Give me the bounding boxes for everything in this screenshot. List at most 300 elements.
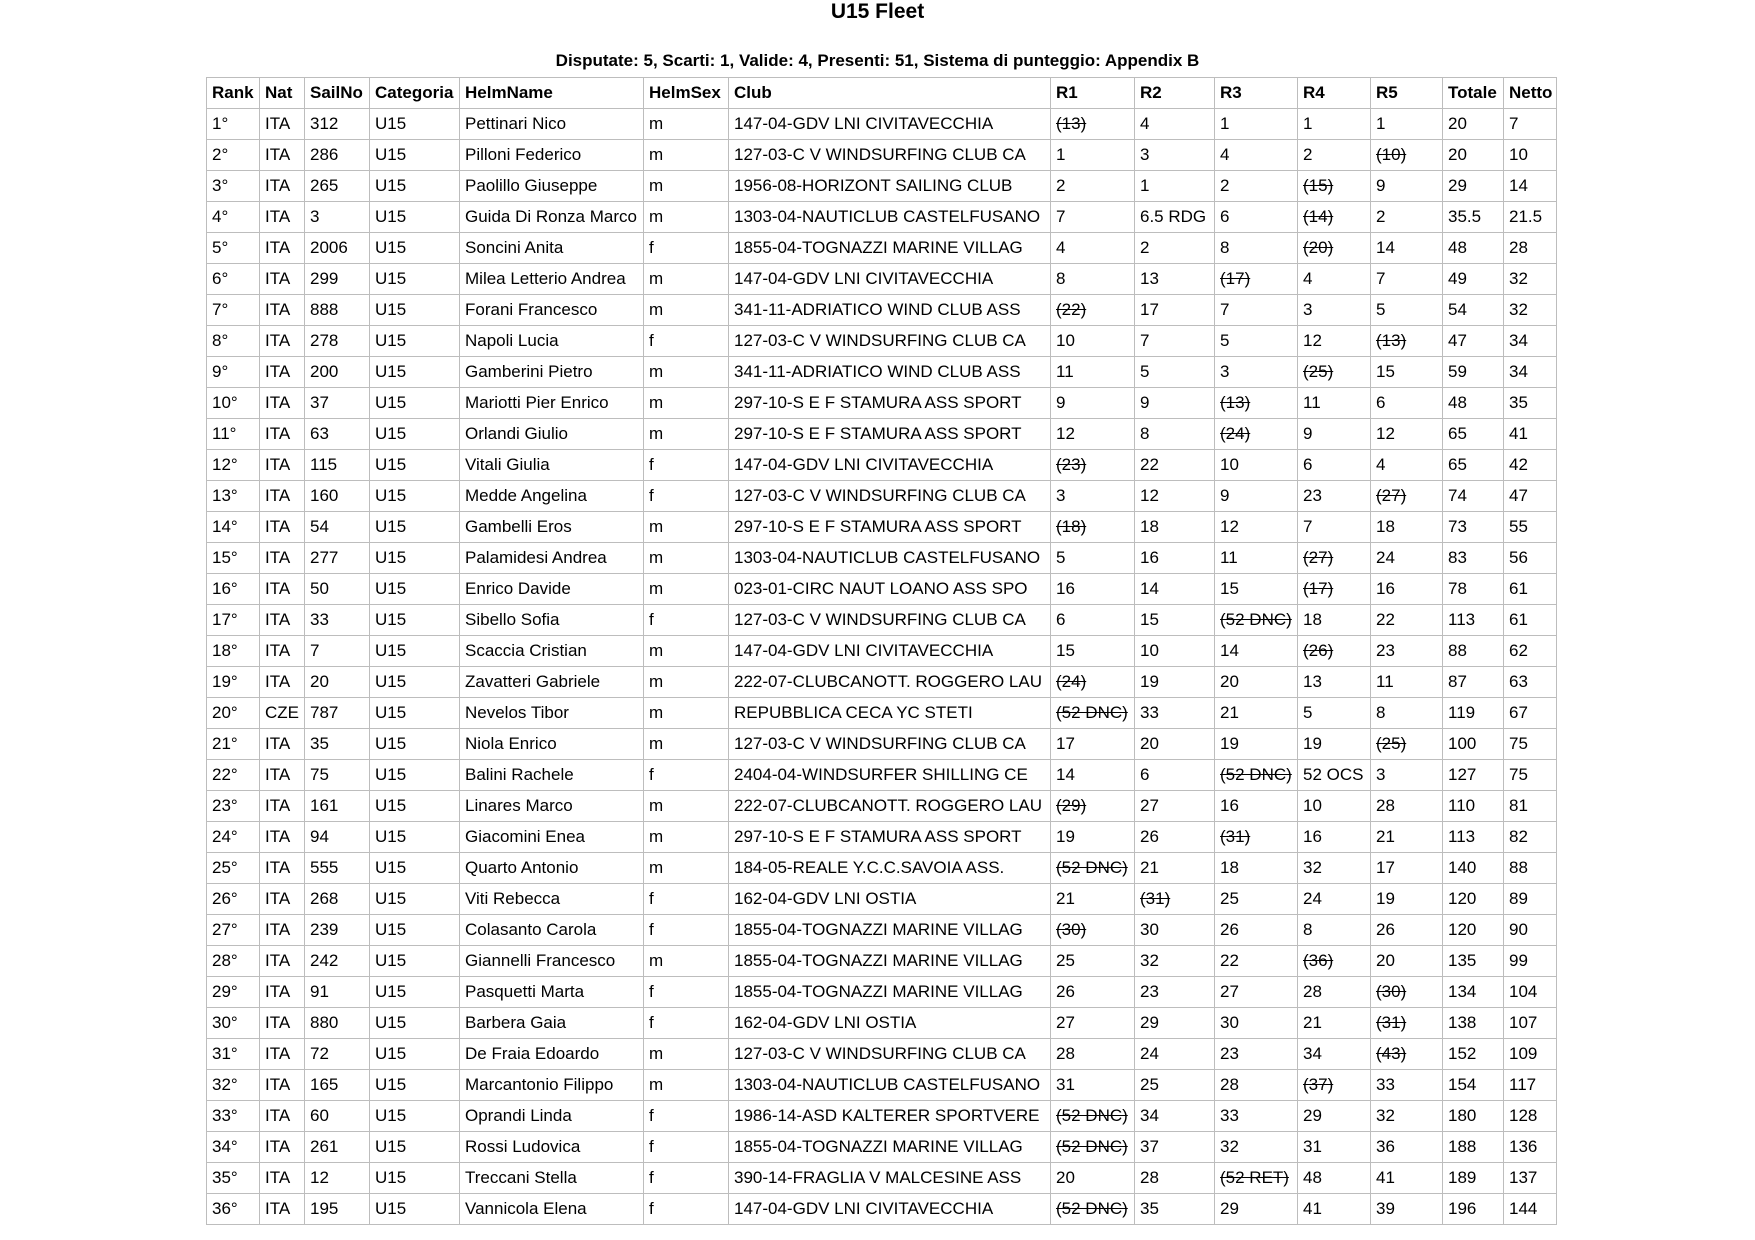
race-score: 6 — [1056, 610, 1066, 629]
cell-r4 — [1298, 760, 1371, 791]
table-row — [207, 884, 1557, 915]
cell-club: 1303-04-NAUTICLUB CASTELFUSANO — [729, 1070, 1051, 1101]
discarded-score: (52 RET) — [1220, 1168, 1289, 1187]
cell-r5 — [1371, 1070, 1443, 1101]
cell-r1 — [1051, 1101, 1135, 1132]
cell-helmsex: m — [644, 1039, 729, 1070]
discarded-score: (27) — [1303, 548, 1334, 567]
table-row — [207, 698, 1557, 729]
col-header-nat: Nat — [260, 78, 305, 109]
cell-sailno: 54 — [305, 512, 370, 543]
cell-helmname: Barbera Gaia — [460, 1008, 644, 1039]
race-score: 6 — [1303, 455, 1313, 474]
cell-sailno: 35 — [305, 729, 370, 760]
race-score: 25 — [1220, 889, 1239, 908]
cell-sailno: 63 — [305, 419, 370, 450]
cell-helmname: Enrico Davide — [460, 574, 644, 605]
cell-rank: 18° — [207, 636, 260, 667]
cell-r4 — [1298, 264, 1371, 295]
cell-helmname: Vannicola Elena — [460, 1194, 644, 1225]
cell-r1 — [1051, 760, 1135, 791]
cell-r5 — [1371, 481, 1443, 512]
race-score: 5 — [1376, 300, 1386, 319]
cell-r5 — [1371, 1101, 1443, 1132]
cell-r3 — [1215, 791, 1298, 822]
cell-helmsex: f — [644, 450, 729, 481]
cell-nat: ITA — [260, 140, 305, 171]
cell-nat: ITA — [260, 946, 305, 977]
race-score: 23 — [1220, 1044, 1239, 1063]
cell-r5 — [1371, 295, 1443, 326]
cell-categoria: U15 — [370, 791, 460, 822]
cell-totale: 140 — [1443, 853, 1504, 884]
table-row — [207, 543, 1557, 574]
cell-sailno: 261 — [305, 1132, 370, 1163]
cell-netto: 107 — [1504, 1008, 1557, 1039]
cell-r2 — [1135, 1132, 1215, 1163]
cell-r1 — [1051, 264, 1135, 295]
cell-r4 — [1298, 698, 1371, 729]
cell-helmname: Giacomini Enea — [460, 822, 644, 853]
cell-r3 — [1215, 543, 1298, 574]
race-score: 19 — [1140, 672, 1159, 691]
cell-totale: 120 — [1443, 884, 1504, 915]
cell-r5 — [1371, 543, 1443, 574]
cell-r5 — [1371, 977, 1443, 1008]
cell-helmname: Pettinari Nico — [460, 109, 644, 140]
race-score: 24 — [1140, 1044, 1159, 1063]
discarded-score: (24) — [1220, 424, 1251, 443]
cell-helmsex: m — [644, 791, 729, 822]
cell-helmsex: f — [644, 915, 729, 946]
race-score: 7 — [1303, 517, 1313, 536]
cell-totale: 73 — [1443, 512, 1504, 543]
col-header-r5: R5 — [1371, 78, 1443, 109]
race-score: 5 — [1220, 331, 1230, 350]
cell-categoria: U15 — [370, 977, 460, 1008]
cell-nat: ITA — [260, 171, 305, 202]
cell-categoria: U15 — [370, 543, 460, 574]
cell-club: 162-04-GDV LNI OSTIA — [729, 1008, 1051, 1039]
cell-helmsex: m — [644, 512, 729, 543]
race-score: 48 — [1303, 1168, 1322, 1187]
cell-r3 — [1215, 512, 1298, 543]
cell-club: 147-04-GDV LNI CIVITAVECCHIA — [729, 636, 1051, 667]
cell-nat: ITA — [260, 450, 305, 481]
race-score: 4 — [1303, 269, 1313, 288]
cell-club: 2404-04-WINDSURFER SHILLING CE — [729, 760, 1051, 791]
col-header-r3: R3 — [1215, 78, 1298, 109]
page-subtitle: Disputate: 5, Scarti: 1, Valide: 4, Presenti: 51, Sistema di punteggio: Appendix B — [555, 51, 1200, 70]
cell-r2 — [1135, 140, 1215, 171]
cell-r1 — [1051, 667, 1135, 698]
cell-r1 — [1051, 450, 1135, 481]
discarded-score: (13) — [1376, 331, 1407, 350]
race-score: 6.5 RDG — [1140, 207, 1207, 226]
cell-r1 — [1051, 1008, 1135, 1039]
race-score: 10 — [1056, 331, 1075, 350]
race-score: 20 — [1376, 951, 1395, 970]
cell-sailno: 555 — [305, 853, 370, 884]
race-score: 3 — [1056, 486, 1066, 505]
cell-r3 — [1215, 357, 1298, 388]
cell-r3 — [1215, 1039, 1298, 1070]
race-score: 28 — [1056, 1044, 1075, 1063]
race-score: 11 — [1220, 548, 1238, 567]
discarded-score: (15) — [1303, 176, 1334, 195]
race-score: 2 — [1376, 207, 1386, 226]
cell-r4 — [1298, 171, 1371, 202]
cell-r1 — [1051, 326, 1135, 357]
race-score: 25 — [1140, 1075, 1159, 1094]
cell-r2 — [1135, 512, 1215, 543]
cell-totale: 65 — [1443, 419, 1504, 450]
cell-r2 — [1135, 388, 1215, 419]
cell-r3 — [1215, 419, 1298, 450]
col-header-club: Club — [729, 78, 1051, 109]
cell-r4 — [1298, 605, 1371, 636]
cell-r4 — [1298, 1070, 1371, 1101]
cell-helmname: Napoli Lucia — [460, 326, 644, 357]
cell-nat: ITA — [260, 1070, 305, 1101]
cell-r2 — [1135, 233, 1215, 264]
cell-r5 — [1371, 1008, 1443, 1039]
race-score: 21 — [1220, 703, 1239, 722]
table-row — [207, 357, 1557, 388]
discarded-score: (52 DNC) — [1056, 1137, 1128, 1156]
discarded-score: (27) — [1376, 486, 1407, 505]
race-score: 8 — [1056, 269, 1066, 288]
cell-r4 — [1298, 1008, 1371, 1039]
cell-r2 — [1135, 202, 1215, 233]
cell-r1 — [1051, 698, 1135, 729]
cell-helmname: Palamidesi Andrea — [460, 543, 644, 574]
cell-r4 — [1298, 326, 1371, 357]
cell-nat: ITA — [260, 1039, 305, 1070]
col-header-netto: Netto — [1504, 78, 1557, 109]
table-row — [207, 140, 1557, 171]
table-row — [207, 822, 1557, 853]
cell-r1 — [1051, 946, 1135, 977]
cell-r2 — [1135, 946, 1215, 977]
cell-helmsex: f — [644, 605, 729, 636]
cell-categoria: U15 — [370, 264, 460, 295]
discarded-score: (52 DNC) — [1056, 1199, 1128, 1218]
cell-sailno: 242 — [305, 946, 370, 977]
cell-helmname: Pilloni Federico — [460, 140, 644, 171]
race-score: 24 — [1376, 548, 1395, 567]
cell-rank: 31° — [207, 1039, 260, 1070]
cell-helmname: Scaccia Cristian — [460, 636, 644, 667]
cell-r2 — [1135, 915, 1215, 946]
cell-r3 — [1215, 202, 1298, 233]
cell-club: 147-04-GDV LNI CIVITAVECCHIA — [729, 109, 1051, 140]
race-score: 20 — [1140, 734, 1159, 753]
cell-nat: ITA — [260, 853, 305, 884]
cell-helmname: Gambelli Eros — [460, 512, 644, 543]
discarded-score: (52 DNC) — [1220, 765, 1292, 784]
cell-nat: ITA — [260, 1008, 305, 1039]
cell-categoria: U15 — [370, 326, 460, 357]
cell-sailno: 200 — [305, 357, 370, 388]
table-row — [207, 977, 1557, 1008]
cell-categoria: U15 — [370, 233, 460, 264]
cell-r5 — [1371, 853, 1443, 884]
table-row — [207, 326, 1557, 357]
race-score: 8 — [1220, 238, 1230, 257]
cell-r5 — [1371, 636, 1443, 667]
cell-categoria: U15 — [370, 667, 460, 698]
cell-nat: ITA — [260, 1194, 305, 1225]
cell-totale: 47 — [1443, 326, 1504, 357]
cell-r1 — [1051, 481, 1135, 512]
cell-categoria: U15 — [370, 357, 460, 388]
race-score: 32 — [1220, 1137, 1239, 1156]
table-row — [207, 574, 1557, 605]
race-score: 37 — [1140, 1137, 1159, 1156]
race-score: 22 — [1376, 610, 1395, 629]
cell-nat: ITA — [260, 1132, 305, 1163]
cell-r4 — [1298, 109, 1371, 140]
discarded-score: (52 DNC) — [1056, 1106, 1128, 1125]
cell-categoria: U15 — [370, 853, 460, 884]
race-score: 6 — [1140, 765, 1150, 784]
cell-r2 — [1135, 667, 1215, 698]
table-row — [207, 512, 1557, 543]
race-score: 27 — [1140, 796, 1159, 815]
cell-r3 — [1215, 171, 1298, 202]
cell-rank: 26° — [207, 884, 260, 915]
cell-r2 — [1135, 171, 1215, 202]
cell-helmsex: f — [644, 233, 729, 264]
cell-helmname: Linares Marco — [460, 791, 644, 822]
cell-helmname: Quarto Antonio — [460, 853, 644, 884]
cell-club: 127-03-C V WINDSURFING CLUB CA — [729, 326, 1051, 357]
cell-r2 — [1135, 481, 1215, 512]
race-score: 16 — [1056, 579, 1075, 598]
cell-helmname: Soncini Anita — [460, 233, 644, 264]
col-header-helmname: HelmName — [460, 78, 644, 109]
race-score: 12 — [1056, 424, 1075, 443]
col-header-r1: R1 — [1051, 78, 1135, 109]
race-score: 12 — [1140, 486, 1159, 505]
cell-totale: 120 — [1443, 915, 1504, 946]
cell-r3 — [1215, 946, 1298, 977]
cell-r5 — [1371, 605, 1443, 636]
race-score: 36 — [1376, 1137, 1395, 1156]
cell-r5 — [1371, 1163, 1443, 1194]
race-score: 16 — [1220, 796, 1239, 815]
race-score: 9 — [1056, 393, 1066, 412]
cell-helmsex: m — [644, 140, 729, 171]
cell-club: 1855-04-TOGNAZZI MARINE VILLAG — [729, 915, 1051, 946]
cell-netto: 61 — [1504, 605, 1557, 636]
cell-sailno: 239 — [305, 915, 370, 946]
cell-r2 — [1135, 1163, 1215, 1194]
cell-netto: 82 — [1504, 822, 1557, 853]
table-row — [207, 791, 1557, 822]
cell-r1 — [1051, 729, 1135, 760]
cell-categoria: U15 — [370, 1039, 460, 1070]
cell-netto: 62 — [1504, 636, 1557, 667]
cell-r4 — [1298, 233, 1371, 264]
cell-r1 — [1051, 140, 1135, 171]
cell-helmname: Nevelos Tibor — [460, 698, 644, 729]
cell-club: 1855-04-TOGNAZZI MARINE VILLAG — [729, 946, 1051, 977]
race-score: 31 — [1303, 1137, 1322, 1156]
race-score: 8 — [1303, 920, 1313, 939]
cell-r2 — [1135, 109, 1215, 140]
table-row — [207, 636, 1557, 667]
cell-club: 147-04-GDV LNI CIVITAVECCHIA — [729, 1194, 1051, 1225]
cell-r5 — [1371, 667, 1443, 698]
race-score: 14 — [1376, 238, 1395, 257]
race-score: 5 — [1303, 703, 1313, 722]
cell-helmname: Niola Enrico — [460, 729, 644, 760]
cell-rank: 1° — [207, 109, 260, 140]
cell-netto: 34 — [1504, 357, 1557, 388]
cell-r5 — [1371, 357, 1443, 388]
cell-categoria: U15 — [370, 605, 460, 636]
cell-r1 — [1051, 512, 1135, 543]
cell-r5 — [1371, 760, 1443, 791]
race-score: 7 — [1376, 269, 1386, 288]
cell-helmname: Mariotti Pier Enrico — [460, 388, 644, 419]
cell-nat: ITA — [260, 512, 305, 543]
cell-rank: 32° — [207, 1070, 260, 1101]
cell-helmsex: m — [644, 419, 729, 450]
cell-r5 — [1371, 915, 1443, 946]
race-score: 26 — [1376, 920, 1395, 939]
race-score: 35 — [1140, 1199, 1159, 1218]
cell-r1 — [1051, 1132, 1135, 1163]
race-score: 8 — [1376, 703, 1386, 722]
table-row — [207, 1101, 1557, 1132]
cell-r1 — [1051, 1194, 1135, 1225]
race-score: 10 — [1303, 796, 1322, 815]
cell-r5 — [1371, 171, 1443, 202]
cell-sailno: 91 — [305, 977, 370, 1008]
cell-categoria: U15 — [370, 729, 460, 760]
cell-helmname: Gamberini Pietro — [460, 357, 644, 388]
cell-helmsex: f — [644, 1194, 729, 1225]
cell-r1 — [1051, 233, 1135, 264]
cell-r3 — [1215, 1101, 1298, 1132]
cell-nat: ITA — [260, 1101, 305, 1132]
cell-club: 297-10-S E F STAMURA ASS SPORT — [729, 388, 1051, 419]
cell-sailno: 115 — [305, 450, 370, 481]
cell-sailno: 12 — [305, 1163, 370, 1194]
cell-r4 — [1298, 574, 1371, 605]
race-score: 9 — [1303, 424, 1313, 443]
race-score: 7 — [1056, 207, 1066, 226]
cell-nat: ITA — [260, 109, 305, 140]
cell-r3 — [1215, 822, 1298, 853]
race-score: 12 — [1303, 331, 1322, 350]
race-score: 26 — [1056, 982, 1075, 1001]
cell-netto: 89 — [1504, 884, 1557, 915]
race-score: 11 — [1056, 362, 1074, 381]
race-score: 26 — [1140, 827, 1159, 846]
cell-nat: ITA — [260, 1163, 305, 1194]
cell-sailno: 880 — [305, 1008, 370, 1039]
race-score: 2 — [1056, 176, 1066, 195]
cell-rank: 6° — [207, 264, 260, 295]
cell-netto: 34 — [1504, 326, 1557, 357]
cell-r3 — [1215, 605, 1298, 636]
race-score: 34 — [1140, 1106, 1159, 1125]
cell-r5 — [1371, 450, 1443, 481]
race-score: 23 — [1376, 641, 1395, 660]
cell-r2 — [1135, 822, 1215, 853]
cell-categoria: U15 — [370, 109, 460, 140]
cell-rank: 3° — [207, 171, 260, 202]
cell-r4 — [1298, 202, 1371, 233]
race-score: 19 — [1220, 734, 1239, 753]
table-row — [207, 1163, 1557, 1194]
cell-club: 147-04-GDV LNI CIVITAVECCHIA — [729, 264, 1051, 295]
race-score: 4 — [1376, 455, 1386, 474]
cell-club: 162-04-GDV LNI OSTIA — [729, 884, 1051, 915]
cell-club: 1855-04-TOGNAZZI MARINE VILLAG — [729, 977, 1051, 1008]
race-score: 11 — [1303, 393, 1321, 412]
cell-totale: 189 — [1443, 1163, 1504, 1194]
cell-nat: ITA — [260, 481, 305, 512]
cell-r3 — [1215, 1132, 1298, 1163]
cell-r5 — [1371, 512, 1443, 543]
discarded-score: (23) — [1056, 455, 1087, 474]
cell-netto: 41 — [1504, 419, 1557, 450]
discarded-score: (17) — [1220, 269, 1251, 288]
cell-helmsex: m — [644, 357, 729, 388]
cell-netto: 10 — [1504, 140, 1557, 171]
cell-r4 — [1298, 791, 1371, 822]
col-header-categoria: Categoria — [370, 78, 460, 109]
cell-r3 — [1215, 450, 1298, 481]
cell-rank: 14° — [207, 512, 260, 543]
cell-r1 — [1051, 202, 1135, 233]
table-row — [207, 481, 1557, 512]
race-score: 33 — [1376, 1075, 1395, 1094]
cell-club: 222-07-CLUBCANOTT. ROGGERO LAU — [729, 667, 1051, 698]
cell-helmsex: f — [644, 1163, 729, 1194]
table-row — [207, 1008, 1557, 1039]
cell-r3 — [1215, 884, 1298, 915]
cell-r2 — [1135, 264, 1215, 295]
race-score: 7 — [1140, 331, 1150, 350]
cell-r5 — [1371, 884, 1443, 915]
cell-r2 — [1135, 1101, 1215, 1132]
race-score: 2 — [1220, 176, 1230, 195]
cell-helmname: Rossi Ludovica — [460, 1132, 644, 1163]
cell-rank: 33° — [207, 1101, 260, 1132]
discarded-score: (31) — [1140, 889, 1171, 908]
cell-netto: 109 — [1504, 1039, 1557, 1070]
table-row — [207, 109, 1557, 140]
cell-helmsex: m — [644, 853, 729, 884]
race-score: 34 — [1303, 1044, 1322, 1063]
cell-categoria: U15 — [370, 1194, 460, 1225]
col-header-totale: Totale — [1443, 78, 1504, 109]
cell-r4 — [1298, 667, 1371, 698]
cell-nat: ITA — [260, 574, 305, 605]
cell-club: 297-10-S E F STAMURA ASS SPORT — [729, 512, 1051, 543]
cell-helmsex: m — [644, 171, 729, 202]
table-row — [207, 760, 1557, 791]
cell-r3 — [1215, 1070, 1298, 1101]
cell-nat: ITA — [260, 202, 305, 233]
race-score: 7 — [1220, 300, 1230, 319]
